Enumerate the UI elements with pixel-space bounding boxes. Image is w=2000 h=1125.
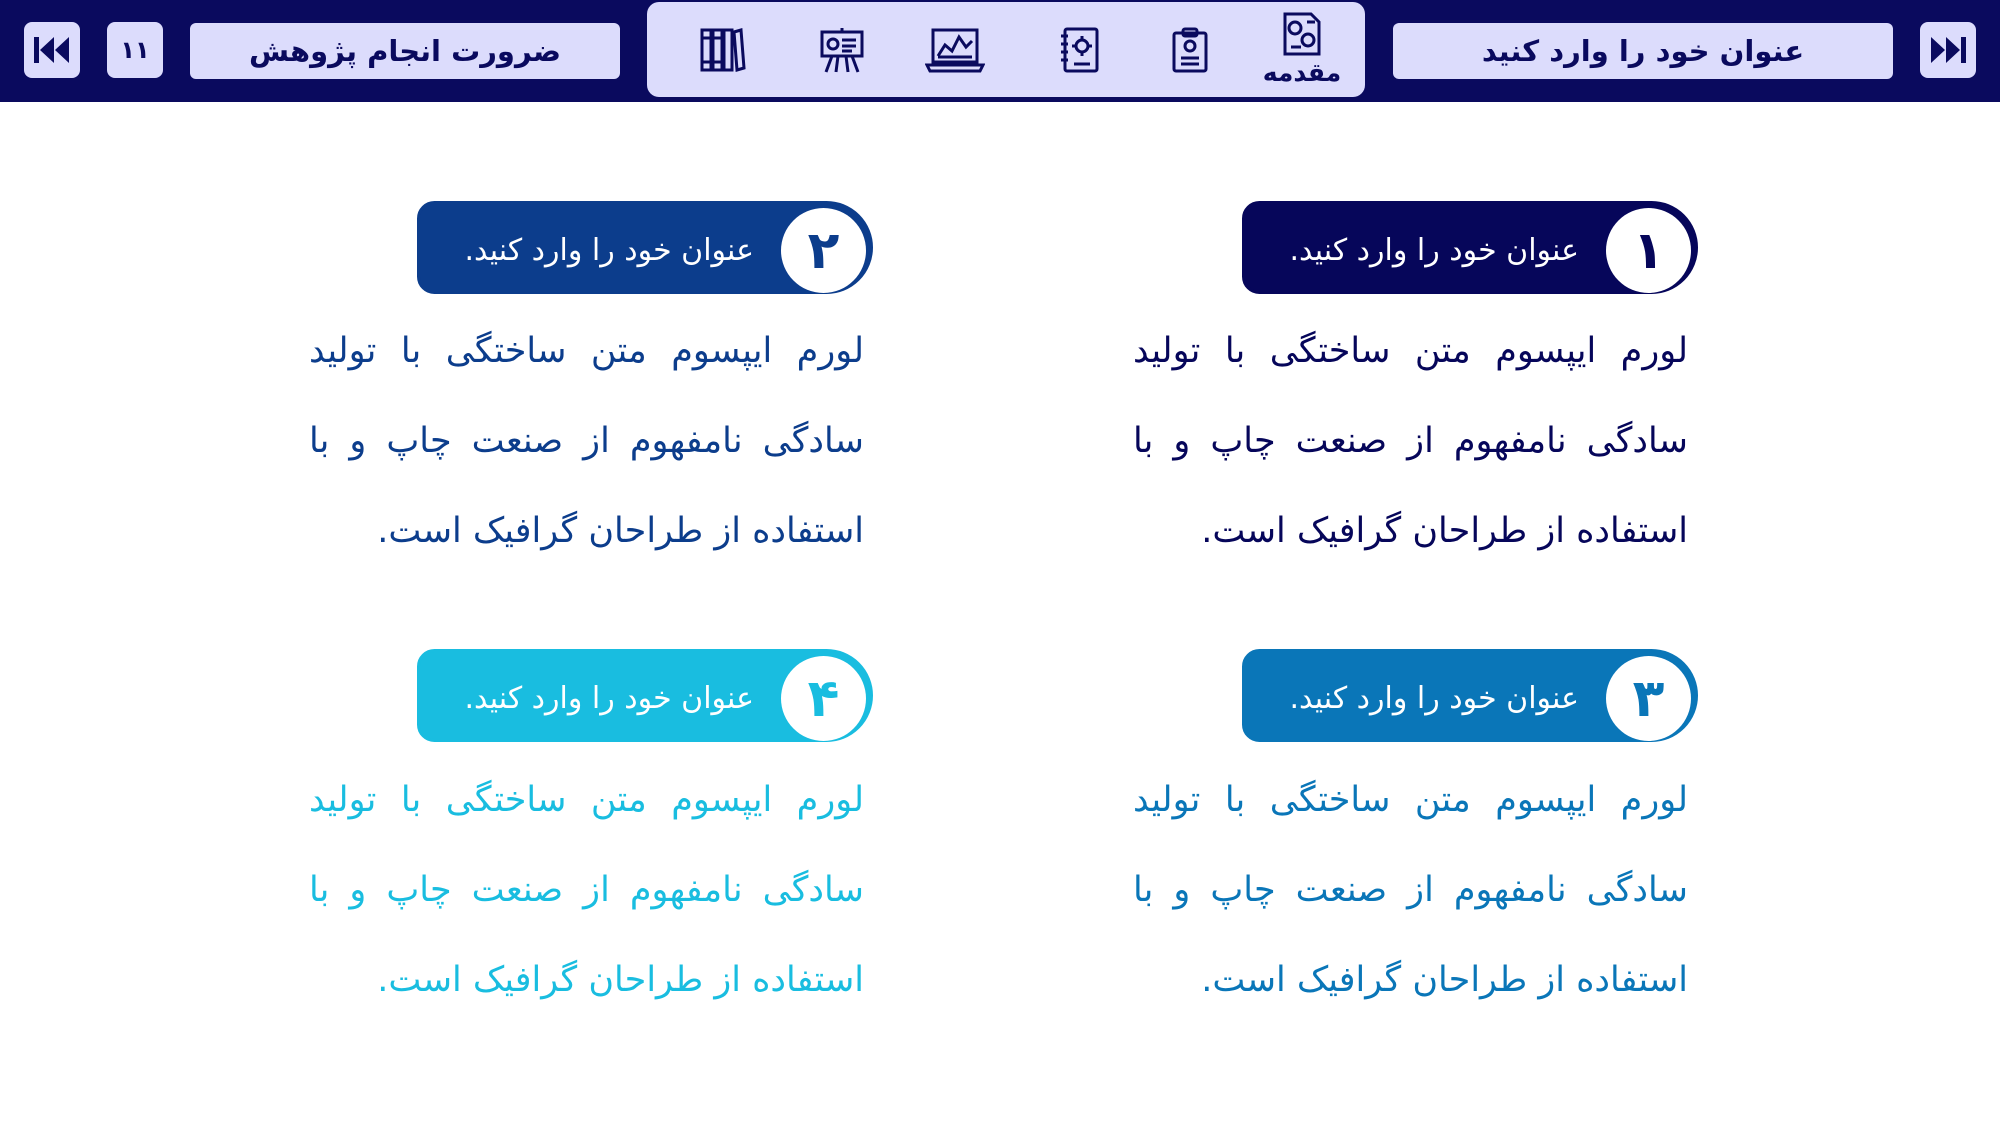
card-4-body: لورم ایپسوم متن ساختگی با تولید سادگی نامفهوم از صنعت چاپ و با استفاده از طراحان گرافیک است. (309, 780, 864, 1000)
menu-item-clipboard[interactable] (1155, 2, 1225, 97)
card-3-title: عنوان خود را وارد کنید. (1289, 681, 1579, 716)
card-2-title: عنوان خود را وارد کنید. (464, 233, 754, 268)
menu-item-presentation[interactable] (807, 2, 877, 97)
menu-bar (647, 2, 1365, 97)
section-title: ضرورت انجام پژوهش (190, 23, 620, 79)
slide-title: عنوان خود را وارد کنید (1393, 23, 1893, 79)
notebook-gear-icon (1058, 26, 1102, 74)
card-2-body: لورم ایپسوم متن ساختگی با تولید سادگی نامفهوم از صنعت چاپ و با استفاده از طراحان گرافیک است. (309, 331, 864, 551)
card-3-body: لورم ایپسوم متن ساختگی با تولید سادگی نامفهوم از صنعت چاپ و با استفاده از طراحان گرافیک است. (1133, 780, 1688, 1000)
first-page-button[interactable] (24, 22, 80, 78)
document-gear-icon (1279, 12, 1325, 56)
card-3-number: ۳ (1606, 656, 1691, 741)
card-1-title: عنوان خود را وارد کنید. (1289, 233, 1579, 268)
last-page-button[interactable] (1920, 22, 1976, 78)
skip-to-start-icon (32, 34, 72, 66)
card-4-title: عنوان خود را وارد کنید. (464, 681, 754, 716)
top-bar (0, 0, 2000, 102)
card-1-number: ۱ (1606, 208, 1691, 293)
presentation-board-icon (818, 26, 866, 74)
card-4-header (417, 649, 873, 742)
card-3-header (1242, 649, 1698, 742)
books-icon (698, 26, 746, 74)
card-2-header (417, 201, 873, 294)
menu-item-label: مقدمه (1262, 58, 1342, 87)
card-4-number: ۴ (781, 656, 866, 741)
menu-item-laptop[interactable] (915, 2, 995, 97)
card-2-number: ۲ (781, 208, 866, 293)
card-1-body: لورم ایپسوم متن ساختگی با تولید سادگی نامفهوم از صنعت چاپ و با استفاده از طراحان گرافیک است. (1133, 331, 1688, 551)
page-number: ۱۱ (107, 22, 163, 78)
menu-item-introduction[interactable] (1247, 2, 1357, 97)
clipboard-profile-icon (1170, 26, 1210, 74)
menu-item-books[interactable] (687, 2, 757, 97)
menu-item-notebook[interactable] (1045, 2, 1115, 97)
laptop-chart-icon (925, 27, 985, 73)
card-1-header (1242, 201, 1698, 294)
skip-to-end-icon (1928, 34, 1968, 66)
